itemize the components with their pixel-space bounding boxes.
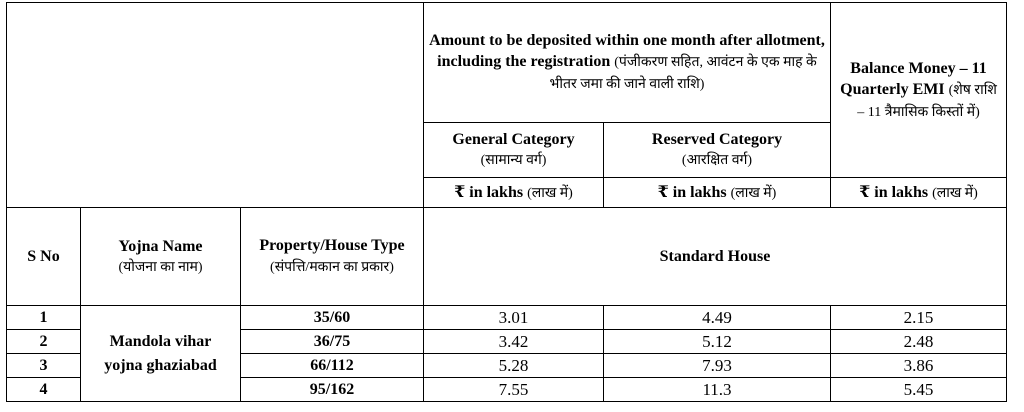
unit-label: ₹ in lakhs [657,183,727,201]
reserved-amount-cell: 11.3 [604,378,831,402]
property-header [241,208,424,306]
yojna-header-label: Yojna Name [118,237,203,255]
sno-cell: 4 [7,378,81,402]
reserved-amount-cell: 7.93 [604,354,831,378]
allotment-price-table [6,2,1007,402]
property-type-cell: 66/112 [241,354,424,378]
unit-label-hindi: (लाख में) [730,185,777,201]
table-row [7,306,1007,330]
unit-label: ₹ in lakhs [859,183,929,201]
balance-unit-cell [831,178,1007,208]
general-amount-cell: 5.28 [424,354,604,378]
sno-cell: 3 [7,354,81,378]
general-amount-cell: 3.01 [424,306,604,330]
reserved-category-label: Reserved Category [651,131,783,148]
sno-cell: 1 [7,306,81,330]
reserved-unit-cell [604,178,831,208]
unit-label-hindi: (लाख में) [527,185,573,201]
reserved-category-label-hindi: (आरक्षित वर्ग) [681,153,753,168]
yojna-header-label-hindi: (योजना का नाम) [118,259,203,275]
balance-amount-cell: 2.15 [831,306,1007,330]
property-header-label-hindi: (संपत्ति/मकान का प्रकार) [270,260,394,275]
reserved-category-header [604,123,831,178]
balance-title: Balance Money – 11 Quarterly EMI [840,59,987,98]
balance-amount-cell: 5.45 [831,378,1007,402]
balance-title-hindi: (शेष राशि – 11 त्रैमासिक किस्तों में) [857,82,997,120]
yojna-name-cell: Mandola vihar yojna ghaziabad [81,306,241,402]
property-header-label: Property/House Type [259,237,405,254]
blank-header-cell [7,3,424,208]
general-category-label-hindi: (सामान्य वर्ग) [480,153,547,168]
property-type-cell: 95/162 [241,378,424,402]
general-amount-cell: 3.42 [424,330,604,354]
reserved-amount-cell: 4.49 [604,306,831,330]
deposit-title: Amount to be deposited within one month after allotment, including the registration [429,32,825,70]
balance-amount-cell: 2.48 [831,330,1007,354]
deposit-header [424,3,831,123]
property-type-cell: 36/75 [241,330,424,354]
property-type-cell: 35/60 [241,306,424,330]
unit-label: ₹ in lakhs [454,183,524,201]
yojna-header [81,208,241,306]
sno-cell: 2 [7,330,81,354]
deposit-title-hindi: (पंजीकरण सहित, आवंटन के एक माह के भीतर जमा की जाने वाली राशि) [549,55,817,92]
sno-header: S No [7,208,81,306]
general-unit-cell [424,178,604,208]
balance-header [831,3,1007,178]
standard-house-header: Standard House [424,208,1007,306]
reserved-amount-cell: 5.12 [604,330,831,354]
general-category-label: General Category [452,131,575,148]
unit-label-hindi: (लाख में) [932,185,978,201]
general-amount-cell: 7.55 [424,378,604,402]
balance-amount-cell: 3.86 [831,354,1007,378]
general-category-header [424,123,604,178]
